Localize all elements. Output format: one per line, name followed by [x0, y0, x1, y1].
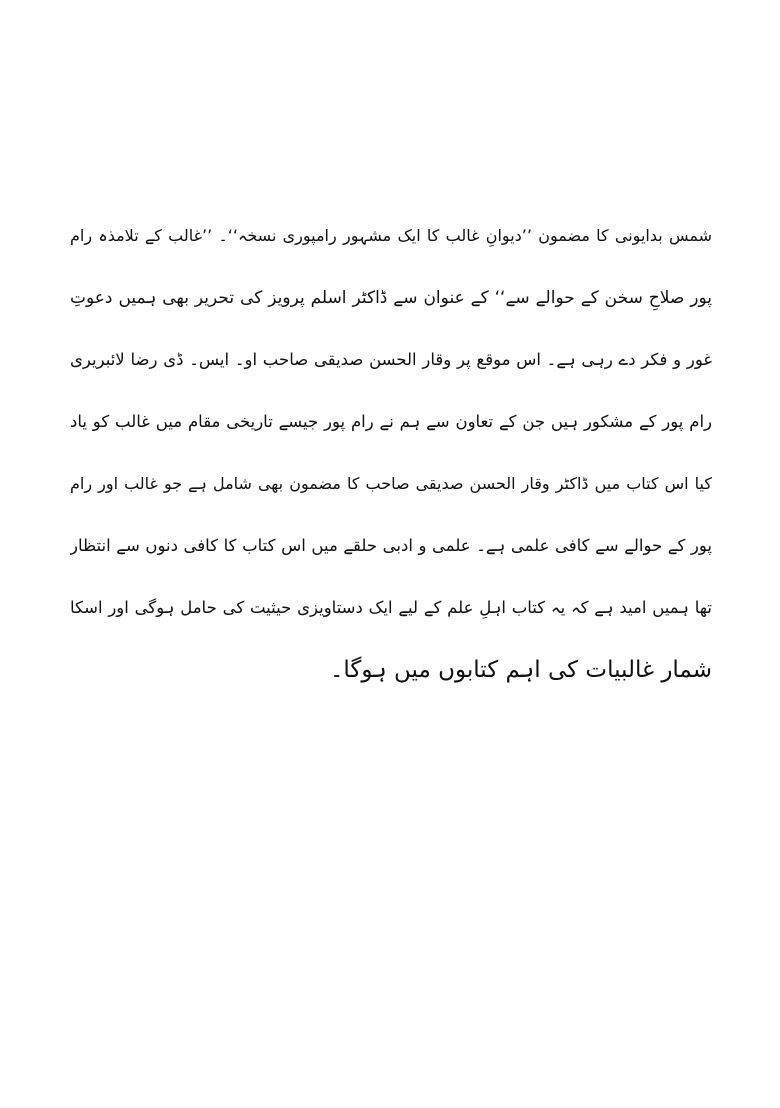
paragraph-line: غور و فکر دے رہی ہے۔ اس موقع پر وقار الحسن صدیقی صاحب او۔ ایس۔ ڈی رضا لائبریری [70, 350, 712, 369]
paragraph-line: شمس بدایونی کا مضمون ’’دیوانِ غالب کا ایک مشہور رامپوری نسخہ‘‘۔ ’’غالب کے تلامذہ رام [70, 226, 712, 245]
paragraph-line: پور صلاحِ سخن کے حوالے سے‘‘ کے عنوان سے ڈاکٹر اسلم پرویز کی تحریر بھی ہمیں دعوتِ [70, 288, 712, 308]
paragraph-line: پور کے حوالے سے کافی علمی ہے۔ علمی و ادبی حلقے میں اس کتاب کا کافی دنوں سے انتظار [70, 536, 712, 555]
paragraph-line: تھا ہمیں امید ہے کہ یہ کتاب اہلِ علم کے لیے ایک دستاویزی حیثیت کی حامل ہوگی اور اسکا [70, 598, 712, 617]
paragraph-line: شمار غالبیات کی اہم کتابوں میں ہوگا۔ [329, 657, 712, 683]
urdu-paragraph [70, 205, 712, 701]
paragraph-line: کیا اس کتاب میں ڈاکٹر وقار الحسن صدیقی صاحب کا مضمون بھی شامل ہے جو غالب اور رام [70, 474, 712, 493]
paragraph-line: رام پور کے مشکور ہیں جن کے تعاون سے ہم نے رام پور جیسے تاریخی مقام میں غالب کو یاد [70, 412, 712, 431]
